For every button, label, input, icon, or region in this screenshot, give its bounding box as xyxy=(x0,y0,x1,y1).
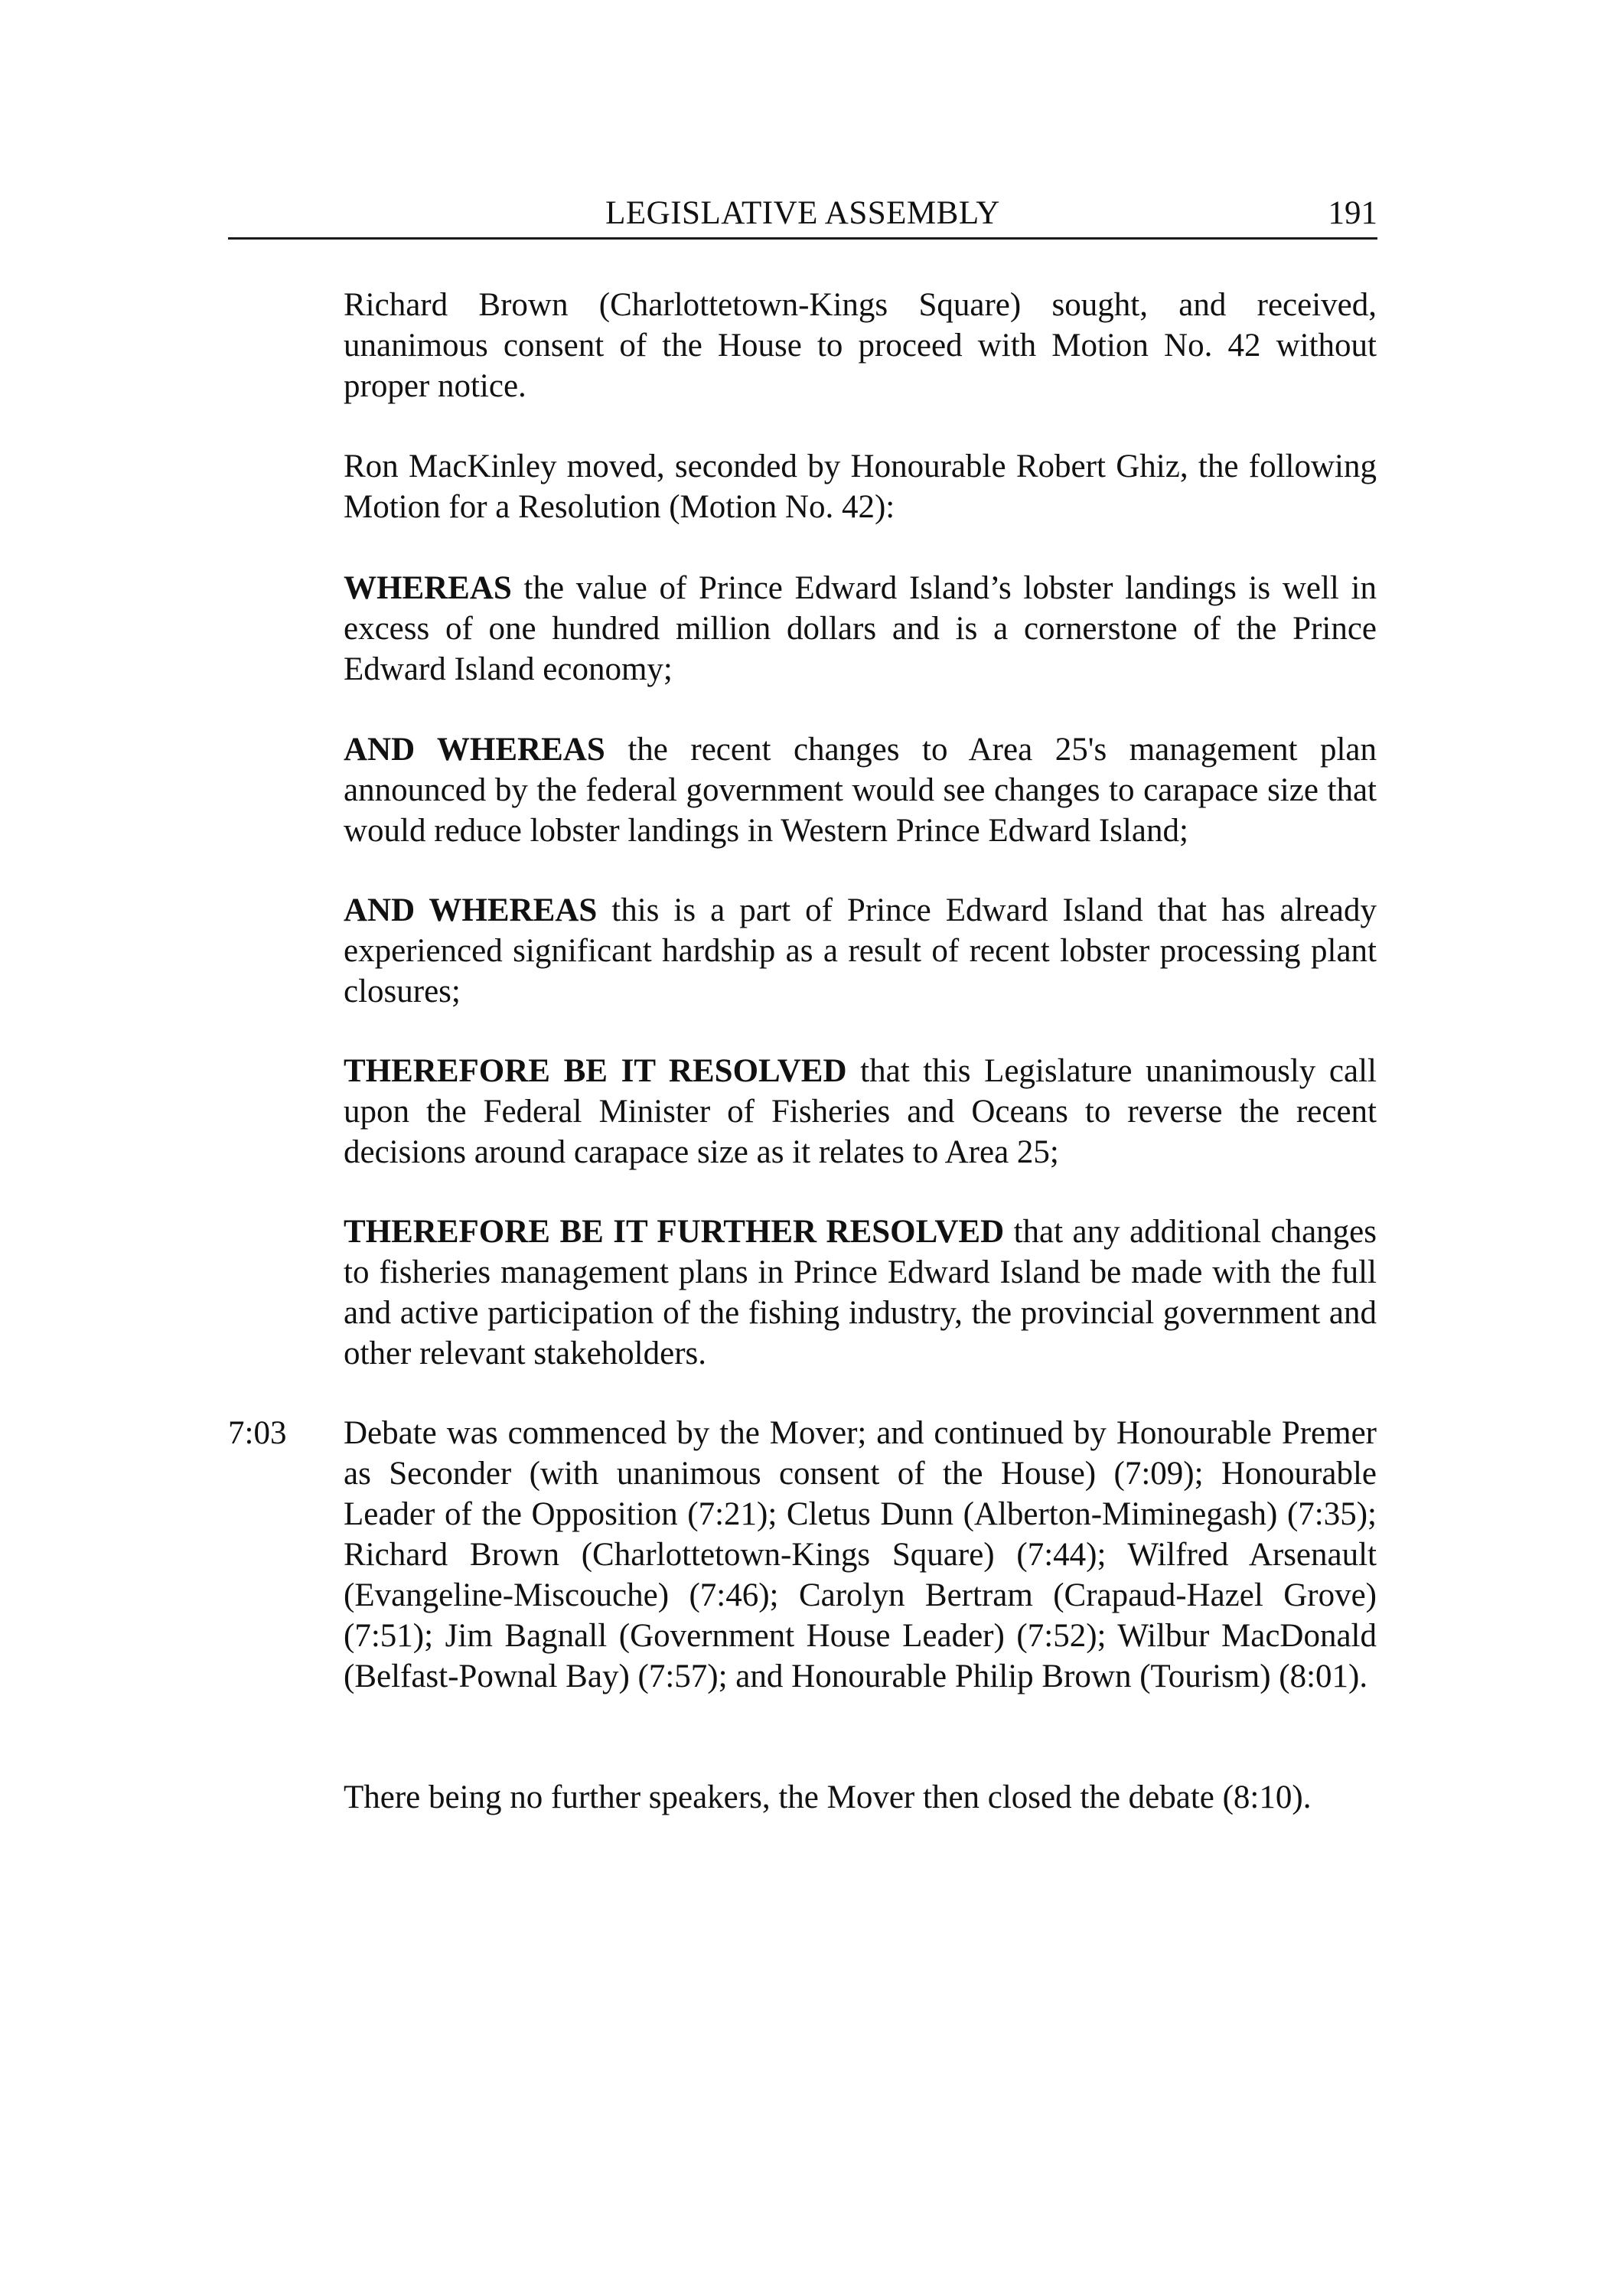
paragraph-whereas-1 xyxy=(344,568,1377,690)
paragraph-whereas-2 xyxy=(344,729,1377,851)
header-title: LEGISLATIVE ASSEMBLY xyxy=(605,195,1000,231)
whereas-2-text: the recent changes to Area 25's management plan announced by the federal government would see changes to carapace size that would reduce lobster landings in Western Prince Edward Island; xyxy=(344,732,1377,849)
paragraph-resolved-2 xyxy=(344,1212,1377,1374)
whereas-3-text: this is a part of Prince Edward Island that has already experienced significant hardship as a result of recent lobster processing plant closures; xyxy=(344,892,1377,1009)
paragraph-whereas-3 xyxy=(344,890,1377,1012)
debate-time: 7:03 xyxy=(228,1415,287,1451)
paragraph-resolved-1 xyxy=(344,1051,1377,1172)
paragraph-debate: Debate was commenced by the Mover; and continued by Honourable Premer as Seconder (with unanimous consent of the House) (7:09); Honourable Leader of the Opposition (7:21); Cletus Dunn (Alberton-Miminegash) (7:35); Richard Brown (Charlottetown-Kings Square) (7:44); Wilfred Arsenault (Evangeline-Miscouche) (7:46); Carolyn Bertram (Crapaud-Hazel Grove) (7:51); Jim Bagnall (Government House Leader) (7:52); Wilbur MacDonald (Belfast-Pownal Bay) (7:57); and Honourable Philip Brown (Tourism) (8:01). xyxy=(344,1415,1377,1694)
resolved-1-text: that this Legislature unanimously call upon the Federal Minister of Fisheries and Oceans to reverse the recent decisions around carapace size as it relates to Area 25; xyxy=(344,1053,1377,1170)
page-number: 191 xyxy=(1328,195,1377,231)
paragraph-closing: There being no further speakers, the Mover then closed the debate (8:10). xyxy=(344,1779,1312,1815)
resolved-2-text: that any additional changes to fisheries management plans in Prince Edward Island be made with the full and active participation of the fishing industry, the provincial government and other relevant stakeholders. xyxy=(344,1214,1377,1371)
whereas-1-lead: WHEREAS xyxy=(344,570,512,606)
whereas-3-lead: AND WHEREAS xyxy=(344,892,598,928)
resolved-1-lead: THEREFORE BE IT RESOLVED xyxy=(344,1053,847,1089)
page-header xyxy=(228,190,1377,240)
whereas-1-text: the value of Prince Edward Island’s lobster landings is well in excess of one hundred million dollars and is a cornerstone of the Prince Edward Island economy; xyxy=(344,570,1377,687)
paragraph-motion-intro: Ron MacKinley moved, seconded by Honourable Robert Ghiz, the following Motion for a Resolution (Motion No. 42): xyxy=(344,448,1377,525)
paragraph-consent: Richard Brown (Charlottetown-Kings Square) sought, and received, unanimous consent of the House to proceed with Motion No. 42 without proper notice. xyxy=(344,287,1377,404)
resolved-2-lead: THEREFORE BE IT FURTHER RESOLVED xyxy=(344,1214,1005,1250)
whereas-2-lead: AND WHEREAS xyxy=(344,732,605,768)
